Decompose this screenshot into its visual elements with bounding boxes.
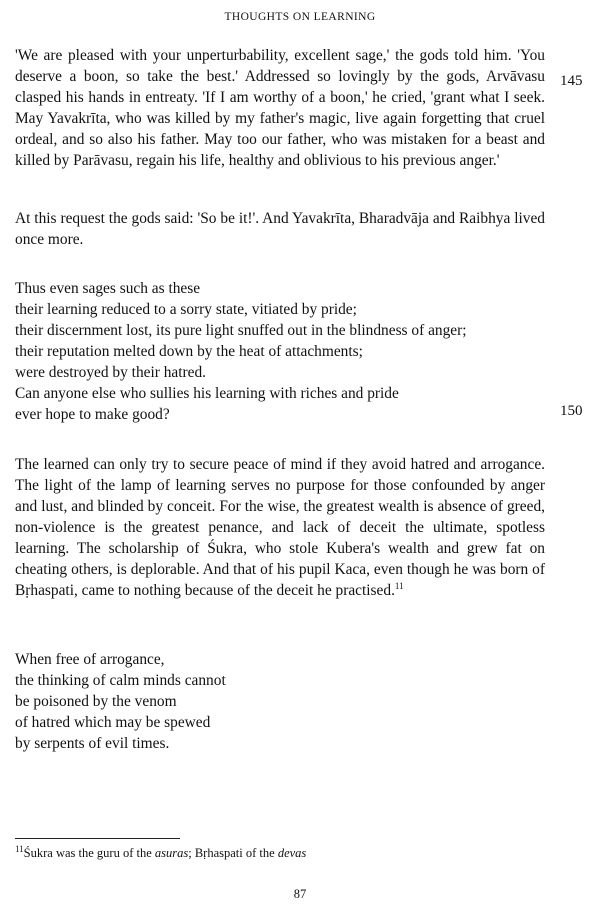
verse-line: When free of arrogance, [15, 651, 165, 668]
verse-line: ever hope to make good? [15, 406, 170, 423]
footnote-text-a: Śukra was the guru of the [23, 846, 155, 860]
line-number-150: 150 [560, 403, 583, 419]
running-header: THOUGHTS ON LEARNING [224, 11, 376, 23]
verse-line: their learning reduced to a sorry state, vitiated by pride; [15, 301, 357, 318]
verse-line: by serpents of evil times. [15, 735, 170, 752]
paragraph-so-be-it: At this request the gods said: 'So be it!'. And Yavakrīta, Bharadvāja and Raibhya lived once more. [15, 210, 545, 248]
footnote-marker: 11 [15, 843, 24, 854]
paragraph-learned [15, 454, 545, 601]
verse-line: Thus even sages such as these [15, 280, 201, 297]
footnote [15, 843, 307, 861]
footnote-rule [15, 838, 180, 839]
verse-line: their reputation melted down by the heat of attachments; [15, 343, 363, 360]
verse-line: their discernment lost, its pure light snuffed out in the blindness of anger; [15, 322, 467, 339]
verse-line: the thinking of calm minds cannot [15, 672, 226, 689]
page-number: 87 [293, 887, 307, 901]
footnote-italic-devas: devas [277, 846, 307, 860]
paragraph-boon: 'We are pleased with your unperturbability, excellent sage,' the gods told him. 'You deserve a boon, so take the best.' Addressed so lovingly by the gods, Arvāvasu clasped his hands in entreaty. 'If I am worthy of a boon,' he cried, 'grant what I seek. May Yavakrīta, who was killed by my father's magic, live again forgetting that cruel ordeal, and so also his father. May too our father, who was mistaken for a beast and killed by Parāvasu, regain his life, healthy and oblivious to his previous anger.' [15, 47, 545, 169]
verse-line: be poisoned by the venom [15, 693, 177, 710]
verse-line: were destroyed by their hatred. [15, 364, 207, 381]
paragraph-learned-text: The learned can only try to secure peace of mind if they avoid hatred and arrogance. The light of the lamp of learning serves no purpose for those confounded by anger and lust, and blinded by conceit. For the wise, the greatest wealth is absence of greed, non-violence is the greatest penance, and lack of deceit the ultimate, spotless learning. The scholarship of Śukra, who stole Kubera's wealth and grew fat on cheating others, is deplorable. And that of his pupil Kaca, even though he was born of Bṛhaspati, came to nothing because of the deceit he practised. [15, 456, 545, 599]
line-number-145: 145 [560, 73, 583, 89]
verse-line: Can anyone else who sullies his learning with riches and pride [15, 385, 399, 402]
footnote-italic-asuras: asuras [154, 846, 189, 860]
footnote-text-b: ; Bṛhaspati of the [188, 846, 278, 860]
verse-line: of hatred which may be spewed [15, 714, 211, 731]
verse-calm-minds [15, 649, 545, 754]
footnote-reference[interactable]: 11 [394, 580, 404, 591]
verse-sages [15, 278, 545, 425]
